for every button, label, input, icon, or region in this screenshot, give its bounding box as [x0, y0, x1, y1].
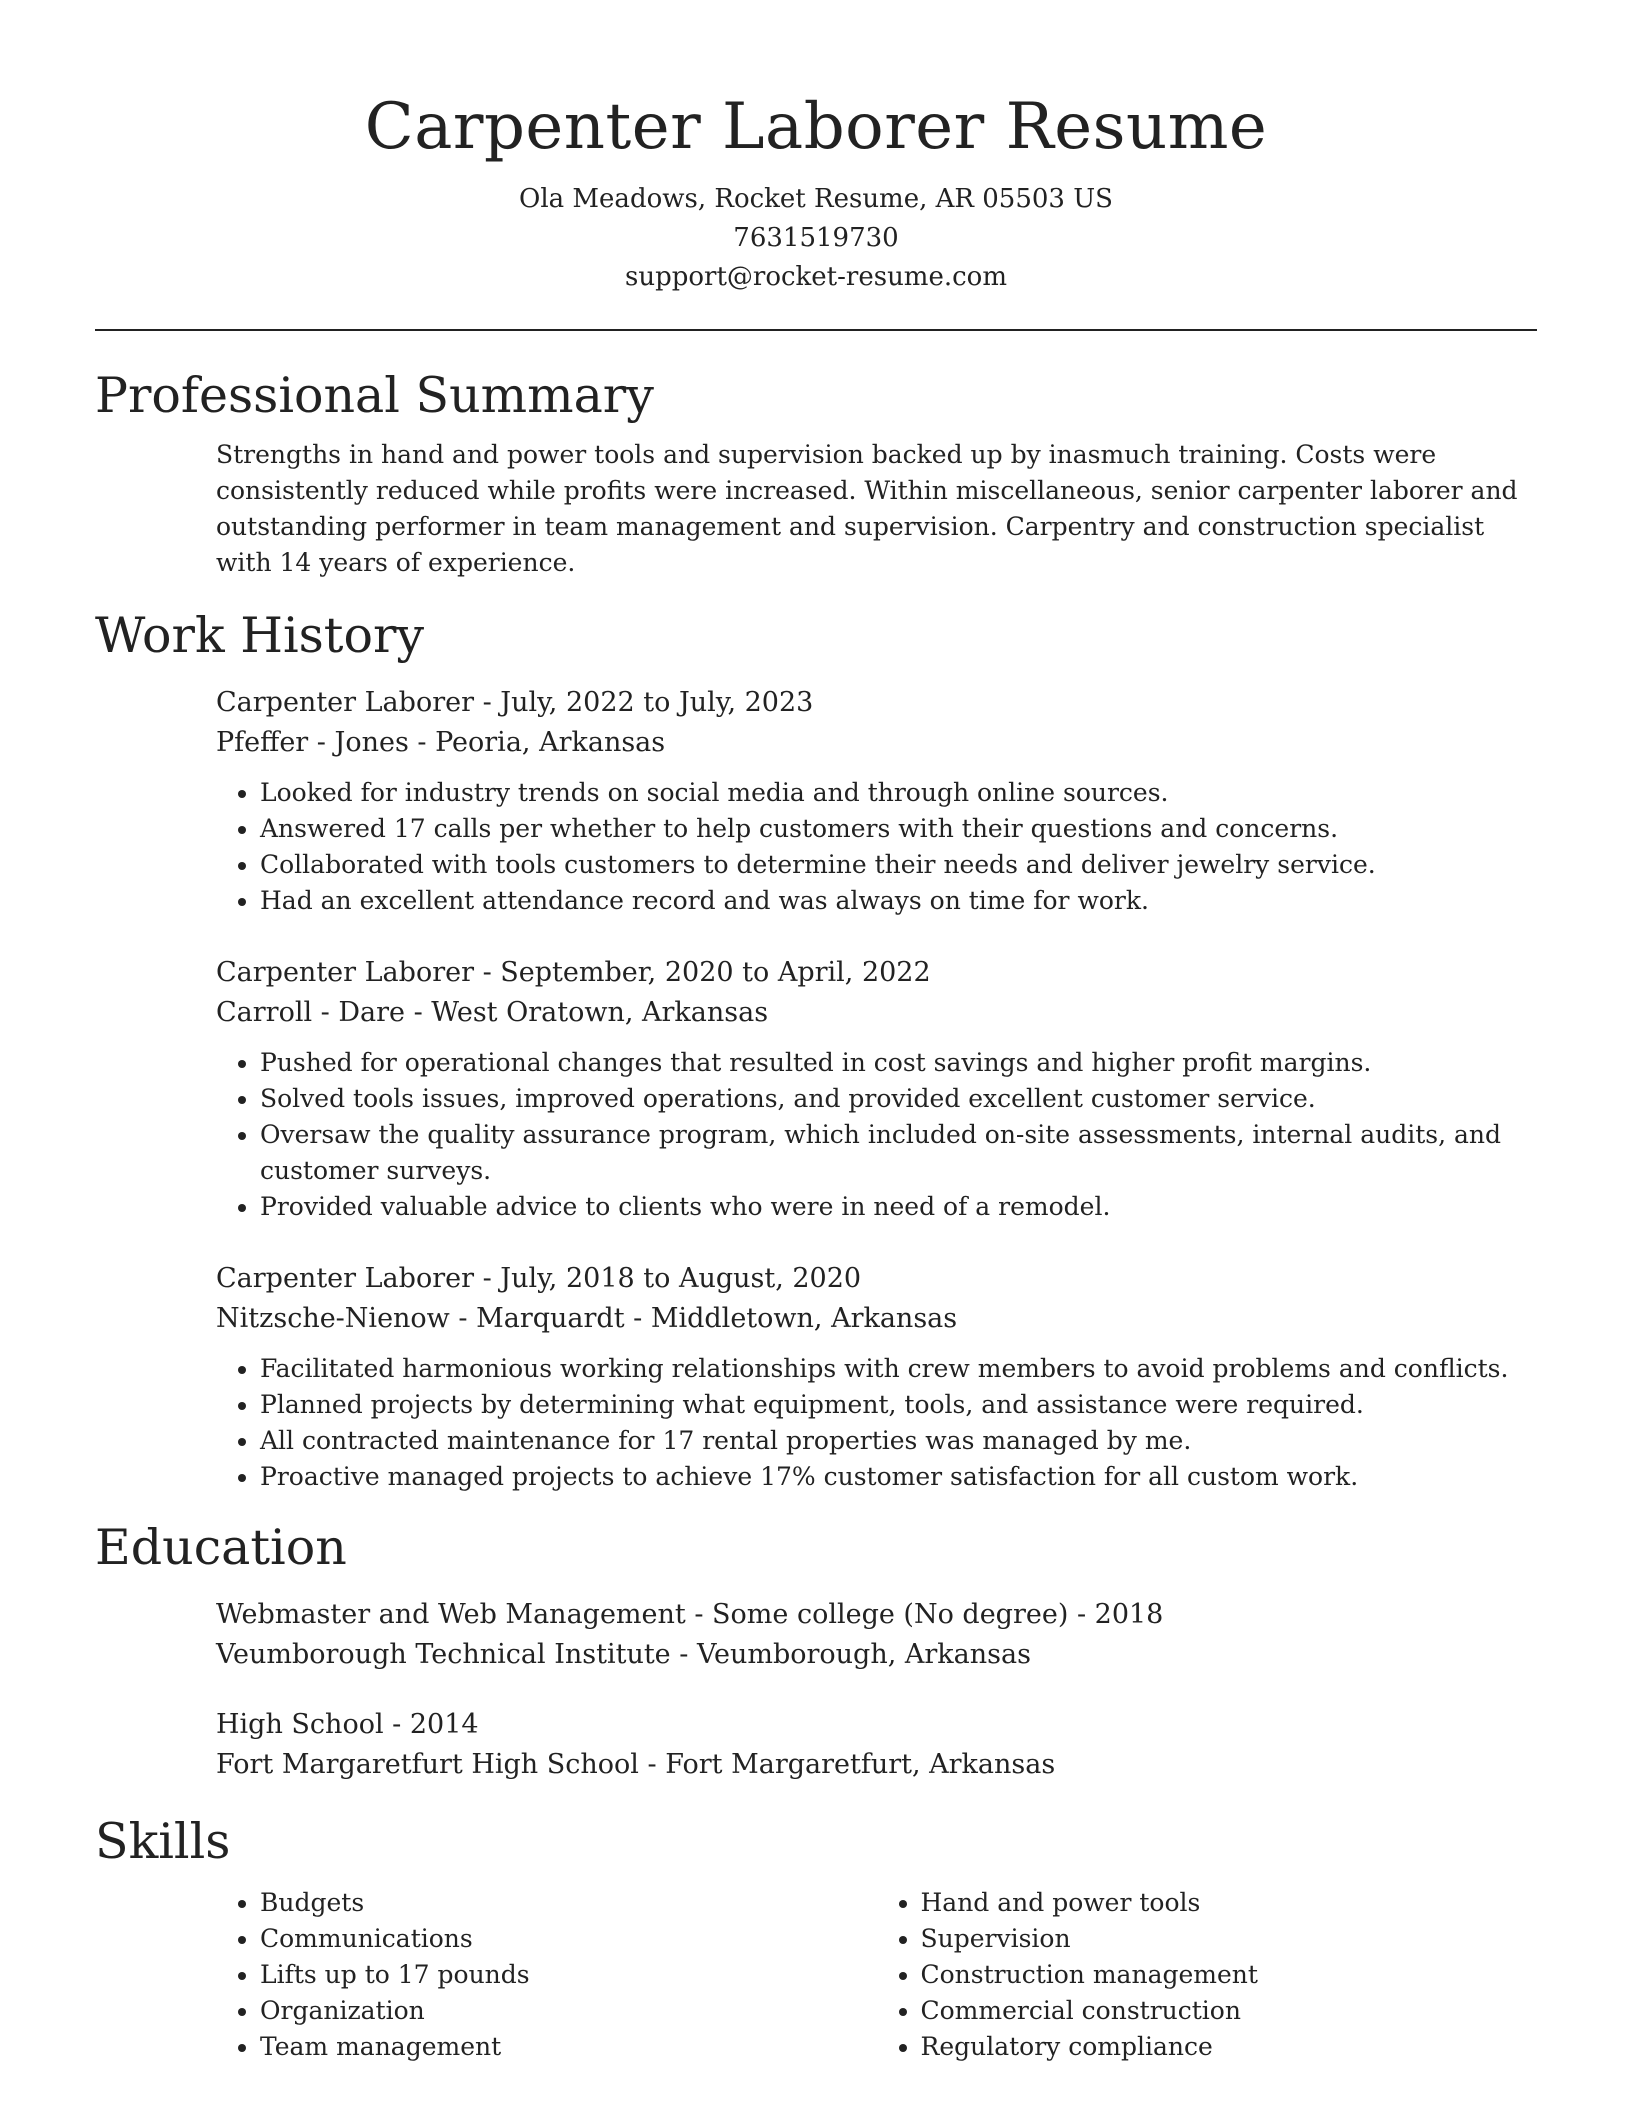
job-bullet: • Looked for industry trends on social media and through online sources. [260, 775, 1537, 811]
skills-section [95, 1885, 1537, 2065]
summary-text: Strengths in hand and power tools and supervision backed up by inasmuch training. Costs were consistently reduced while profits were increased. Within miscellaneous, senior carpenter laborer and outstanding performer in team management and supervision. Carpentry and construction specialist with 14 years of experience. [216, 440, 1518, 577]
education-section [95, 1595, 1537, 1785]
job-bullets [216, 1351, 1537, 1495]
contact-phone: 7631519730 [733, 223, 899, 253]
education-school-line: Fort Margaretfurt High School - Fort Margaretfurt, Arkansas [216, 1749, 1056, 1780]
resume-title: Carpenter Laborer Resume [364, 90, 1268, 164]
skills-grid [216, 1885, 1537, 2065]
resume-header [95, 0, 1537, 297]
job-bullets [216, 1045, 1537, 1225]
education-school-line: Veumborough Technical Institute - Veumborough, Arkansas [216, 1639, 1031, 1670]
job-bullet: • Facilitated harmonious working relationships with crew members to avoid problems and conflicts. [260, 1351, 1537, 1387]
skill-item: • Lifts up to 17 pounds [260, 1957, 877, 1993]
education-entry [216, 1705, 1537, 1785]
work-history-heading: Work History [95, 607, 425, 664]
skills-list-left [216, 1885, 877, 2065]
job-bullet: • Answered 17 calls per whether to help customers with their questions and concerns. [260, 811, 1537, 847]
contact-address: Ola Meadows, Rocket Resume, AR 05503 US [519, 184, 1113, 214]
skill-item: • Hand and power tools [921, 1885, 1538, 1921]
job-bullet: • Planned projects by determining what equipment, tools, and assistance were required. [260, 1387, 1537, 1423]
job-company-line: Nitzsche-Nienow - Marquardt - Middletown, Arkansas [216, 1303, 958, 1334]
skill-item: • Commercial construction [921, 1993, 1538, 2029]
education-heading: Education [95, 1519, 347, 1576]
contact-block [95, 180, 1537, 297]
job-bullet: • Solved tools issues, improved operations, and provided excellent customer service. [260, 1081, 1537, 1117]
education-entry [216, 1595, 1537, 1675]
skill-item: • Construction management [921, 1957, 1538, 1993]
skill-item: • Team management [260, 2029, 877, 2065]
job-company-line: Carroll - Dare - West Oratown, Arkansas [216, 997, 769, 1028]
education-degree-line: High School - 2014 [216, 1709, 479, 1740]
skill-item: • Communications [260, 1921, 877, 1957]
header-divider [95, 329, 1537, 331]
skill-item: • Regulatory compliance [921, 2029, 1538, 2065]
job-title-line: Carpenter Laborer - September, 2020 to April, 2022 [216, 957, 931, 988]
job-entry [216, 1259, 1537, 1495]
job-bullet: • Oversaw the quality assurance program, which included on-site assessments, internal audits, and customer surveys. [260, 1117, 1537, 1189]
job-bullet: • Collaborated with tools customers to determine their needs and deliver jewelry service. [260, 847, 1537, 883]
education-degree-line: Webmaster and Web Management - Some college (No degree) - 2018 [216, 1599, 1164, 1630]
job-title-line: Carpenter Laborer - July, 2022 to July, 2023 [216, 687, 814, 718]
skills-heading: Skills [95, 1813, 231, 1870]
job-entry [216, 953, 1537, 1225]
job-bullet: • Had an excellent attendance record and was always on time for work. [260, 883, 1537, 919]
summary-section [95, 437, 1537, 581]
contact-email: support@rocket-resume.com [624, 262, 1007, 292]
job-bullets [216, 775, 1537, 919]
skills-list-right [877, 1885, 1538, 2065]
summary-heading: Professional Summary [95, 367, 654, 424]
job-bullet: • Pushed for operational changes that resulted in cost savings and higher profit margins. [260, 1045, 1537, 1081]
work-history-section [95, 683, 1537, 1495]
job-bullet: • Proactive managed projects to achieve 17% customer satisfaction for all custom work. [260, 1459, 1537, 1495]
skill-item: • Supervision [921, 1921, 1538, 1957]
job-bullet: • All contracted maintenance for 17 rental properties was managed by me. [260, 1423, 1537, 1459]
job-entry [216, 683, 1537, 919]
job-bullet: • Provided valuable advice to clients who were in need of a remodel. [260, 1189, 1537, 1225]
job-company-line: Pfeffer - Jones - Peoria, Arkansas [216, 727, 666, 758]
skill-item: • Budgets [260, 1885, 877, 1921]
skill-item: • Organization [260, 1993, 877, 2029]
job-title-line: Carpenter Laborer - July, 2018 to August, 2020 [216, 1263, 862, 1294]
